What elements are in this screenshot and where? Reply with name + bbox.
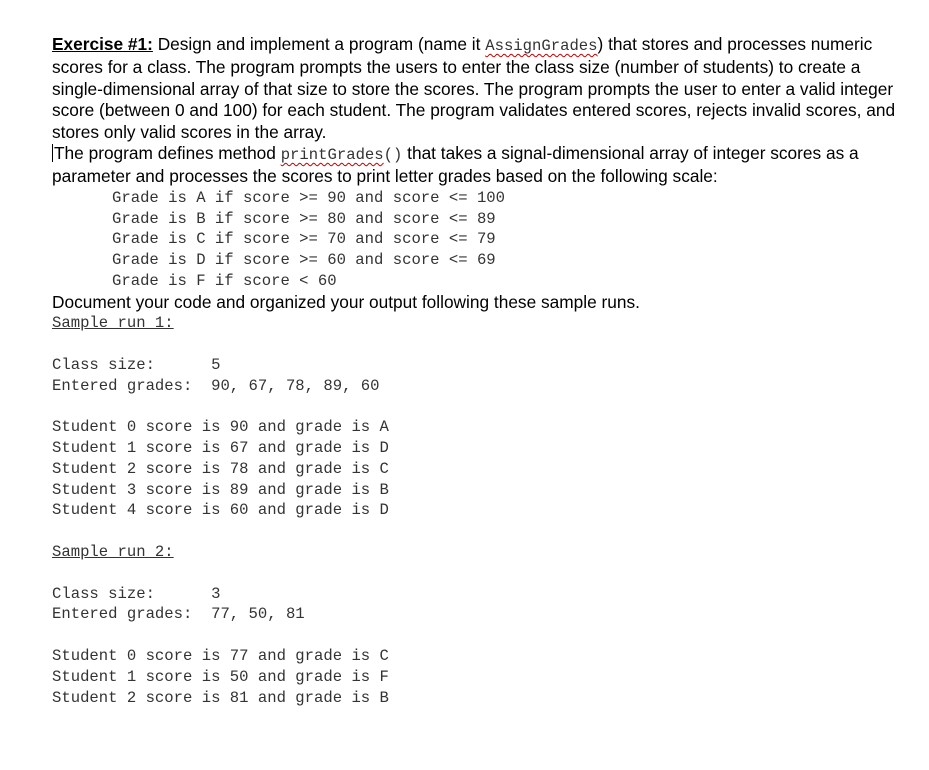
sample-run-1-entered-grades: Entered grades: 90, 67, 78, 89, 60 [52,376,380,395]
spacer [52,334,912,355]
sample-run-1-class-size: Class size: 5 [52,355,221,374]
intro-text-after-class: ) that stores and processes numeric scores for a class. The program prompts the users to enter the class size (number of students) to create a single-dimensional array of that size to store the scores. The program prompts the user to enter a valid integer score (between 0 and 100) for each student. The program validates entered scores, rejects invalid scores, and stores only valid scores in the array. [52,34,896,142]
grade-scale [52,188,912,292]
sample-run-2 [52,542,912,708]
sample-run-1-output-line: Student 3 score is 89 and grade is B [52,480,389,499]
sample-run-1-output-line: Student 2 score is 78 and grade is C [52,459,389,478]
exercise-label: Exercise #1: [52,34,153,54]
scale-line-d: Grade is D if score >= 60 and score <= 69 [112,251,496,270]
document-body [52,34,912,708]
sample-run-2-output-line: Student 2 score is 81 and grade is B [52,688,389,707]
spacer [52,625,912,646]
sample-run-1-title: Sample run 1: [52,314,174,333]
sample-run-2-entered-grades: Entered grades: 77, 50, 81 [52,605,305,624]
sample-run-2-output-line: Student 0 score is 77 and grade is C [52,646,389,665]
sample-run-2-title: Sample run 2: [52,543,174,561]
spacer [52,563,912,584]
method-paragraph [52,143,912,188]
spacer [52,521,912,542]
sample-run-1-output-line: Student 0 score is 90 and grade is A [52,418,389,437]
sample-run-1-output-line: Student 4 score is 60 and grade is D [52,501,389,520]
sample-run-1 [52,313,912,542]
method-parens-code: () [383,146,403,165]
sample-run-2-output-line: Student 1 score is 50 and grade is F [52,667,389,686]
method-text-after: that takes a signal-dimensional array of integer scores as a parameter and processes the scores to print letter grades based on the following scale: [52,143,859,187]
sample-run-1-output-line: Student 1 score is 67 and grade is D [52,439,389,458]
spacer [52,396,912,417]
class-name-code: AssignGrades [485,37,598,55]
method-name-code: printGrades [280,146,384,165]
text-cursor [52,144,53,162]
method-text-before: The program defines method [54,143,281,164]
scale-line-a: Grade is A if score >= 90 and score <= 100 [112,188,506,207]
document-instruction: Document your code and organized your output following these sample runs. [52,291,640,312]
exercise-intro-paragraph [52,34,912,143]
scale-line-c: Grade is C if score >= 70 and score <= 79 [112,230,496,249]
scale-line-b: Grade is B if score >= 80 and score <= 89 [112,209,496,228]
intro-text-before-class: Design and implement a program (name it [152,34,486,54]
scale-line-f: Grade is F if score < 60 [112,272,337,291]
sample-run-2-class-size: Class size: 3 [52,584,221,603]
